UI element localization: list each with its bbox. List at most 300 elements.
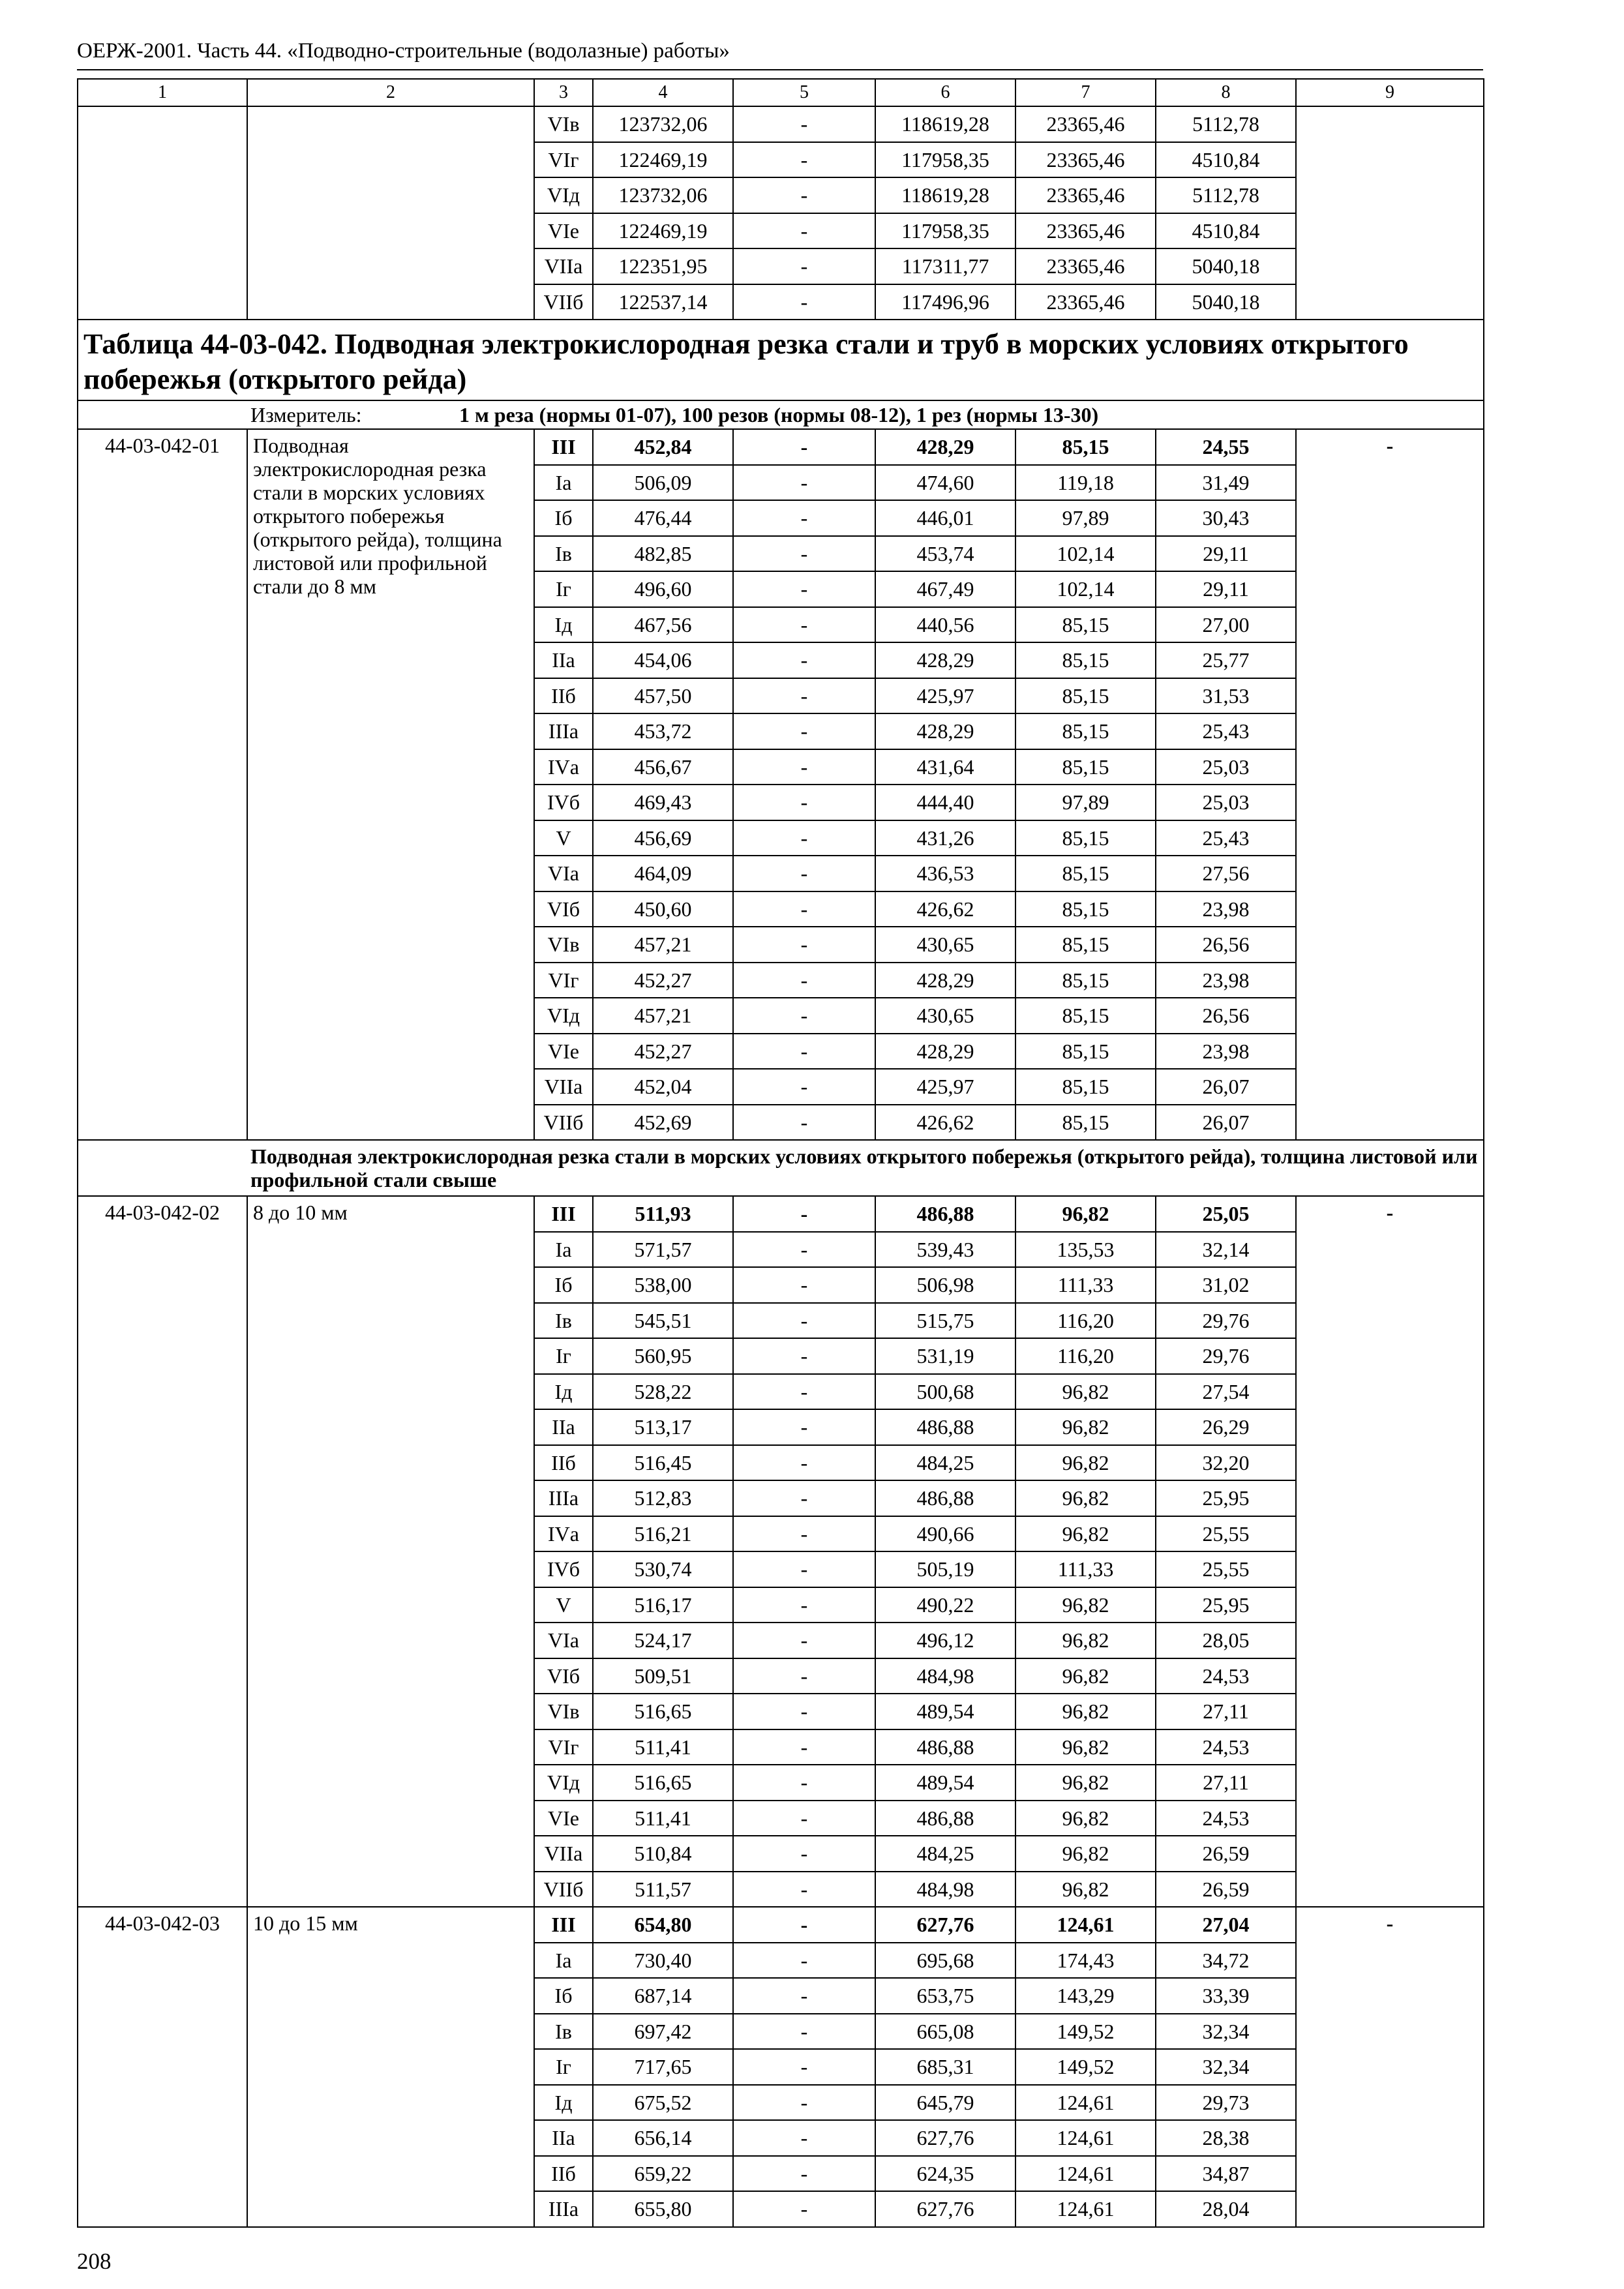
value-cell: 571,57	[593, 1232, 733, 1268]
value-cell: 431,26	[875, 820, 1015, 856]
value-cell: 624,35	[875, 2156, 1015, 2192]
resource-class-cell: Iа	[534, 1943, 593, 1979]
column-number: 1	[78, 79, 247, 106]
value-cell: 511,93	[593, 1196, 733, 1232]
value-cell: 24,53	[1156, 1658, 1296, 1694]
value-cell: 430,65	[875, 998, 1015, 1034]
value-cell: 484,98	[875, 1872, 1015, 1908]
table-body	[78, 79, 1484, 2227]
value-cell: -	[733, 1694, 875, 1729]
resource-class-cell: Iд	[534, 607, 593, 643]
value-cell: 484,98	[875, 1658, 1015, 1694]
resource-class-cell: VIIб	[534, 1872, 593, 1908]
value-cell: 627,76	[875, 2120, 1015, 2156]
value-cell: 24,53	[1156, 1801, 1296, 1836]
value-cell: -	[733, 1836, 875, 1872]
value-cell: -	[733, 248, 875, 284]
value-cell: 467,56	[593, 607, 733, 643]
value-cell: 32,34	[1156, 2049, 1296, 2085]
value-cell: 124,61	[1015, 2085, 1156, 2121]
value-cell: 85,15	[1015, 749, 1156, 785]
value-cell: 452,27	[593, 1034, 733, 1070]
value-cell: 85,15	[1015, 1105, 1156, 1141]
value-cell: 26,59	[1156, 1872, 1296, 1908]
value-cell: 656,14	[593, 2120, 733, 2156]
value-cell: 506,98	[875, 1267, 1015, 1303]
value-cell: 96,82	[1015, 1658, 1156, 1694]
resource-class-cell: IVб	[534, 1551, 593, 1587]
value-cell: 96,82	[1015, 1729, 1156, 1765]
value-cell: 509,51	[593, 1658, 733, 1694]
value-cell: 530,74	[593, 1551, 733, 1587]
value-cell: -	[733, 142, 875, 178]
value-cell: 538,00	[593, 1267, 733, 1303]
value-cell: -	[733, 500, 875, 536]
value-cell: 85,15	[1015, 1069, 1156, 1105]
table-row	[78, 1907, 1484, 1943]
value-cell: 31,53	[1156, 678, 1296, 714]
value-cell: 23,98	[1156, 963, 1296, 998]
value-cell: 33,39	[1156, 1978, 1296, 2014]
value-cell: 29,11	[1156, 536, 1296, 572]
resource-class-cell: Iв	[534, 536, 593, 572]
resource-class-cell: VIд	[534, 1765, 593, 1801]
resource-class-cell: IIб	[534, 2156, 593, 2192]
value-cell: 123732,06	[593, 106, 733, 142]
value-cell: -	[733, 927, 875, 963]
value-cell: -	[733, 1196, 875, 1232]
value-cell: 685,31	[875, 2049, 1015, 2085]
value-cell: 23,98	[1156, 891, 1296, 927]
value-cell: 96,82	[1015, 1836, 1156, 1872]
value-cell: 26,59	[1156, 1836, 1296, 1872]
value-cell: -	[733, 177, 875, 213]
value-cell: 27,56	[1156, 856, 1296, 891]
value-cell: 23365,46	[1015, 106, 1156, 142]
value-cell: -	[733, 2156, 875, 2192]
value-cell: -	[733, 106, 875, 142]
value-cell: 496,60	[593, 571, 733, 607]
meter-row	[78, 400, 1484, 429]
value-cell: 122469,19	[593, 142, 733, 178]
value-cell: 149,52	[1015, 2049, 1156, 2085]
value-cell: 85,15	[1015, 642, 1156, 678]
value-cell: 425,97	[875, 678, 1015, 714]
resource-class-cell: VIг	[534, 142, 593, 178]
resource-class-cell: IVа	[534, 749, 593, 785]
value-cell: 117958,35	[875, 142, 1015, 178]
code-cell: 44-03-042-02	[78, 1196, 247, 1907]
value-cell: 25,95	[1156, 1480, 1296, 1516]
value-cell: -	[733, 1872, 875, 1908]
value-cell: -	[733, 2191, 875, 2227]
value-cell: -	[733, 571, 875, 607]
resource-class-cell: Iв	[534, 1303, 593, 1339]
resource-class-cell: VIIа	[534, 1836, 593, 1872]
value-cell: 516,65	[593, 1694, 733, 1729]
value-cell: -	[733, 1445, 875, 1481]
value-cell: -	[733, 713, 875, 749]
value-cell: -	[733, 820, 875, 856]
value-cell: 444,40	[875, 785, 1015, 820]
value-cell: 23365,46	[1015, 284, 1156, 320]
value-cell: -	[733, 536, 875, 572]
resource-class-cell: Iд	[534, 1374, 593, 1410]
resource-class-cell: III	[534, 429, 593, 465]
value-cell: 25,77	[1156, 642, 1296, 678]
value-cell: 116,20	[1015, 1338, 1156, 1374]
value-cell: 23,98	[1156, 1034, 1296, 1070]
value-cell: 25,95	[1156, 1587, 1296, 1623]
value-cell: 4510,84	[1156, 142, 1296, 178]
value-cell: 457,50	[593, 678, 733, 714]
col9-cell: -	[1296, 1196, 1484, 1907]
resource-class-cell: IIа	[534, 642, 593, 678]
value-cell: 85,15	[1015, 891, 1156, 927]
value-cell: 34,72	[1156, 1943, 1296, 1979]
value-cell: 528,22	[593, 1374, 733, 1410]
value-cell: 27,04	[1156, 1907, 1296, 1943]
resource-class-cell: Iа	[534, 1232, 593, 1268]
meter-label: Измеритель:	[250, 403, 362, 426]
value-cell: 24,53	[1156, 1729, 1296, 1765]
value-cell: -	[733, 678, 875, 714]
meter-text: 1 м реза (нормы 01-07), 100 резов (нормы 08-12), 1 рез (нормы 13-30)	[459, 403, 1099, 426]
value-cell: 446,01	[875, 500, 1015, 536]
resource-class-cell: VIе	[534, 1801, 593, 1836]
value-cell: 456,69	[593, 820, 733, 856]
resource-class-cell: VIIа	[534, 1069, 593, 1105]
value-cell: -	[733, 607, 875, 643]
value-cell: 174,43	[1015, 1943, 1156, 1979]
value-cell: -	[733, 1232, 875, 1268]
value-cell: 24,55	[1156, 429, 1296, 465]
value-cell: 436,53	[875, 856, 1015, 891]
value-cell: 486,88	[875, 1480, 1015, 1516]
value-cell: -	[733, 891, 875, 927]
value-cell: 29,76	[1156, 1338, 1296, 1374]
value-cell: -	[733, 642, 875, 678]
value-cell: 697,42	[593, 2014, 733, 2050]
column-number: 9	[1296, 79, 1484, 106]
value-cell: 117311,77	[875, 248, 1015, 284]
value-cell: 27,54	[1156, 1374, 1296, 1410]
column-number: 5	[733, 79, 875, 106]
value-cell: 659,22	[593, 2156, 733, 2192]
value-cell: 627,76	[875, 2191, 1015, 2227]
value-cell: -	[733, 1338, 875, 1374]
value-cell: 489,54	[875, 1694, 1015, 1729]
resource-class-cell: IIIа	[534, 2191, 593, 2227]
resource-class-cell: IIа	[534, 2120, 593, 2156]
value-cell: 515,75	[875, 1303, 1015, 1339]
value-cell: 96,82	[1015, 1765, 1156, 1801]
column-number: 6	[875, 79, 1015, 106]
table-row	[78, 429, 1484, 465]
value-cell: 5040,18	[1156, 248, 1296, 284]
resource-class-cell: III	[534, 1196, 593, 1232]
value-cell: 453,74	[875, 536, 1015, 572]
resource-class-cell: Iб	[534, 1267, 593, 1303]
value-cell: 96,82	[1015, 1196, 1156, 1232]
value-cell: 111,33	[1015, 1551, 1156, 1587]
resource-class-cell: VIб	[534, 891, 593, 927]
table-title: Таблица 44-03-042. Подводная электрокислородная резка стали и труб в морских условиях открытого побережья (открытого рейда)	[78, 320, 1484, 400]
header-rule	[77, 69, 1483, 70]
value-cell: -	[733, 1587, 875, 1623]
value-cell: 28,38	[1156, 2120, 1296, 2156]
column-number: 2	[247, 79, 534, 106]
value-cell: 511,41	[593, 1801, 733, 1836]
value-cell: 118619,28	[875, 177, 1015, 213]
value-cell: 96,82	[1015, 1872, 1156, 1908]
value-cell: 96,82	[1015, 1623, 1156, 1658]
value-cell: 490,66	[875, 1516, 1015, 1552]
value-cell: 513,17	[593, 1409, 733, 1445]
resource-class-cell: VIд	[534, 998, 593, 1034]
value-cell: 486,88	[875, 1729, 1015, 1765]
value-cell: 25,55	[1156, 1516, 1296, 1552]
value-cell: 511,57	[593, 1872, 733, 1908]
resource-class-cell: Iб	[534, 1978, 593, 2014]
value-cell: -	[733, 1516, 875, 1552]
value-cell: 486,88	[875, 1801, 1015, 1836]
value-cell: 97,89	[1015, 500, 1156, 536]
value-cell: 452,27	[593, 963, 733, 998]
value-cell: -	[733, 1907, 875, 1943]
resource-class-cell: Iг	[534, 571, 593, 607]
value-cell: 440,56	[875, 607, 1015, 643]
value-cell: 428,29	[875, 1034, 1015, 1070]
value-cell: 34,87	[1156, 2156, 1296, 2192]
value-cell: -	[733, 1105, 875, 1141]
resource-class-cell: Iа	[534, 465, 593, 501]
value-cell: -	[733, 1480, 875, 1516]
value-cell: 29,73	[1156, 2085, 1296, 2121]
value-cell: -	[733, 2120, 875, 2156]
value-cell: 516,45	[593, 1445, 733, 1481]
value-cell: -	[733, 963, 875, 998]
value-cell: 453,72	[593, 713, 733, 749]
value-cell: 26,56	[1156, 927, 1296, 963]
value-cell: 124,61	[1015, 2120, 1156, 2156]
value-cell: 149,52	[1015, 2014, 1156, 2050]
value-cell: 96,82	[1015, 1409, 1156, 1445]
value-cell: 85,15	[1015, 607, 1156, 643]
resource-class-cell: IIа	[534, 1409, 593, 1445]
value-cell: 26,07	[1156, 1105, 1296, 1141]
value-cell: 85,15	[1015, 963, 1156, 998]
resource-class-cell: Iв	[534, 2014, 593, 2050]
value-cell: 26,29	[1156, 1409, 1296, 1445]
value-cell: -	[733, 1765, 875, 1801]
value-cell: -	[733, 429, 875, 465]
value-cell: 85,15	[1015, 856, 1156, 891]
value-cell: -	[733, 856, 875, 891]
value-cell: 124,61	[1015, 2191, 1156, 2227]
value-cell: 85,15	[1015, 820, 1156, 856]
value-cell: 426,62	[875, 1105, 1015, 1141]
value-cell: 524,17	[593, 1623, 733, 1658]
value-cell: 96,82	[1015, 1516, 1156, 1552]
resource-class-cell: VIа	[534, 856, 593, 891]
value-cell: 426,62	[875, 891, 1015, 927]
value-cell: 512,83	[593, 1480, 733, 1516]
description-cell	[247, 106, 534, 320]
value-cell: 85,15	[1015, 927, 1156, 963]
value-cell: 496,12	[875, 1623, 1015, 1658]
code-cell: 44-03-042-03	[78, 1907, 247, 2227]
value-cell: 85,15	[1015, 998, 1156, 1034]
table-row	[78, 1196, 1484, 1232]
resource-class-cell: Iг	[534, 1338, 593, 1374]
value-cell: 117958,35	[875, 213, 1015, 249]
value-cell: 655,80	[593, 2191, 733, 2227]
value-cell: 32,20	[1156, 1445, 1296, 1481]
value-cell: -	[733, 998, 875, 1034]
value-cell: 96,82	[1015, 1374, 1156, 1410]
resource-class-cell: VIIа	[534, 248, 593, 284]
value-cell: 27,11	[1156, 1694, 1296, 1729]
subheading: Подводная электрокислородная резка стали в морских условиях открытого побережья (открытого рейда), толщина листовой или профильной стали свыше	[78, 1140, 1484, 1196]
column-number: 3	[534, 79, 593, 106]
resource-class-cell: VIг	[534, 963, 593, 998]
value-cell: 687,14	[593, 1978, 733, 2014]
description-cell: 10 до 15 мм	[247, 1907, 534, 2227]
value-cell: 102,14	[1015, 571, 1156, 607]
value-cell: -	[733, 1623, 875, 1658]
value-cell: -	[733, 2014, 875, 2050]
running-header: ОЕРЖ-2001. Часть 44. «Подводно-строительные (водолазные) работы»	[77, 39, 730, 63]
resource-class-cell: VIб	[534, 1658, 593, 1694]
value-cell: -	[733, 1267, 875, 1303]
resource-class-cell: VIв	[534, 927, 593, 963]
column-number-row	[78, 79, 1484, 106]
value-cell: 122469,19	[593, 213, 733, 249]
value-cell: 96,82	[1015, 1445, 1156, 1481]
value-cell: 675,52	[593, 2085, 733, 2121]
norms-table	[77, 78, 1484, 2228]
value-cell: 25,43	[1156, 820, 1296, 856]
value-cell: 116,20	[1015, 1303, 1156, 1339]
value-cell: 456,67	[593, 749, 733, 785]
value-cell: 695,68	[875, 1943, 1015, 1979]
resource-class-cell: VIв	[534, 1694, 593, 1729]
value-cell: 26,56	[1156, 998, 1296, 1034]
value-cell: 428,29	[875, 642, 1015, 678]
value-cell: 23365,46	[1015, 142, 1156, 178]
value-cell: 545,51	[593, 1303, 733, 1339]
value-cell: 5112,78	[1156, 177, 1296, 213]
value-cell: 482,85	[593, 536, 733, 572]
value-cell: -	[733, 1069, 875, 1105]
value-cell: 531,19	[875, 1338, 1015, 1374]
value-cell: 25,05	[1156, 1196, 1296, 1232]
value-cell: 516,21	[593, 1516, 733, 1552]
resource-class-cell: VIе	[534, 213, 593, 249]
resource-class-cell: VIд	[534, 177, 593, 213]
value-cell: 476,44	[593, 500, 733, 536]
value-cell: 31,02	[1156, 1267, 1296, 1303]
value-cell: 560,95	[593, 1338, 733, 1374]
value-cell: 111,33	[1015, 1267, 1156, 1303]
value-cell: 516,65	[593, 1765, 733, 1801]
value-cell: 25,55	[1156, 1551, 1296, 1587]
carryover-row	[78, 106, 1484, 142]
resource-class-cell: VIIб	[534, 1105, 593, 1141]
value-cell: 96,82	[1015, 1480, 1156, 1516]
resource-class-cell: Iг	[534, 2049, 593, 2085]
table-title-row	[78, 320, 1484, 400]
code-cell	[78, 106, 247, 320]
value-cell: 454,06	[593, 642, 733, 678]
value-cell: -	[733, 1658, 875, 1694]
resource-class-cell: IIIа	[534, 713, 593, 749]
value-cell: -	[733, 465, 875, 501]
value-cell: -	[733, 1409, 875, 1445]
value-cell: 516,17	[593, 1587, 733, 1623]
value-cell: 28,05	[1156, 1623, 1296, 1658]
resource-class-cell: IVа	[534, 1516, 593, 1552]
value-cell: 31,49	[1156, 465, 1296, 501]
value-cell: 96,82	[1015, 1694, 1156, 1729]
value-cell: 30,43	[1156, 500, 1296, 536]
value-cell: 627,76	[875, 1907, 1015, 1943]
resource-class-cell: III	[534, 1907, 593, 1943]
value-cell: 506,09	[593, 465, 733, 501]
value-cell: 464,09	[593, 856, 733, 891]
resource-class-cell: Iд	[534, 2085, 593, 2121]
value-cell: 457,21	[593, 998, 733, 1034]
value-cell: 117496,96	[875, 284, 1015, 320]
value-cell: 431,64	[875, 749, 1015, 785]
value-cell: 428,29	[875, 963, 1015, 998]
value-cell: 505,19	[875, 1551, 1015, 1587]
value-cell: 85,15	[1015, 429, 1156, 465]
value-cell: 474,60	[875, 465, 1015, 501]
value-cell: 23365,46	[1015, 213, 1156, 249]
value-cell: 500,68	[875, 1374, 1015, 1410]
subheading-row	[78, 1140, 1484, 1196]
value-cell: 135,53	[1015, 1232, 1156, 1268]
meter-cell	[78, 400, 1484, 429]
column-number: 4	[593, 79, 733, 106]
value-cell: 457,21	[593, 927, 733, 963]
value-cell: -	[733, 1303, 875, 1339]
value-cell: 452,84	[593, 429, 733, 465]
value-cell: 484,25	[875, 1836, 1015, 1872]
resource-class-cell: V	[534, 820, 593, 856]
col9-cell	[1296, 106, 1484, 320]
col9-cell: -	[1296, 1907, 1484, 2227]
resource-class-cell: IIIа	[534, 1480, 593, 1516]
value-cell: -	[733, 1978, 875, 2014]
value-cell: 654,80	[593, 1907, 733, 1943]
value-cell: 486,88	[875, 1409, 1015, 1445]
value-cell: -	[733, 1034, 875, 1070]
value-cell: 29,11	[1156, 571, 1296, 607]
column-number: 8	[1156, 79, 1296, 106]
value-cell: 452,69	[593, 1105, 733, 1141]
value-cell: 124,61	[1015, 2156, 1156, 2192]
resource-class-cell: VIIб	[534, 284, 593, 320]
resource-class-cell: V	[534, 1587, 593, 1623]
value-cell: -	[733, 1943, 875, 1979]
resource-class-cell: VIв	[534, 106, 593, 142]
code-cell: 44-03-042-01	[78, 429, 247, 1140]
page-number: 208	[77, 2249, 112, 2274]
value-cell: 32,14	[1156, 1232, 1296, 1268]
